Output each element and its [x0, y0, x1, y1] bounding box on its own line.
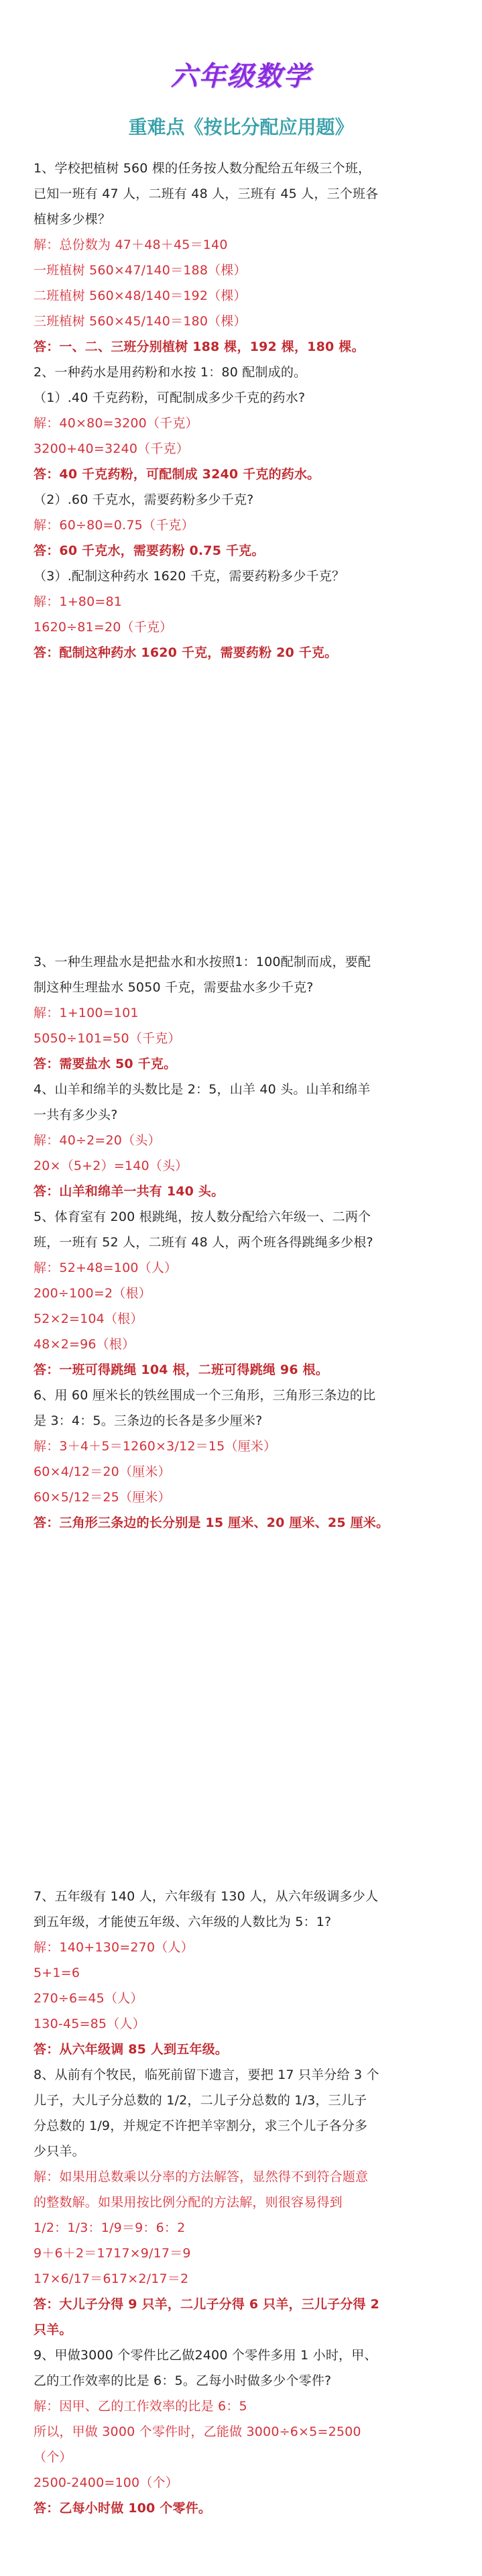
page-title: 六年级数学	[170, 61, 312, 92]
solution-line: 解：总份数为 47＋48＋45＝140	[34, 237, 228, 252]
question-line: 班，一班有 52 人，二班有 48 人，两个班各得跳绳多少根?	[34, 1235, 373, 1250]
solution-line: 二班植树 560×48/140＝192（棵）	[34, 288, 247, 303]
solution-line: 解：40÷2=20（头）	[34, 1133, 161, 1148]
question-line: 3、一种生理盐水是把盐水和水按照1：100配制而成，要配	[34, 955, 371, 969]
solution-line: 1620÷81=20（千克）	[34, 620, 173, 635]
solution-line: 解：因甲、乙的工作效率的比是 6：5	[34, 2399, 247, 2414]
solution-line: 9＋6＋2＝1717×9/17＝9	[34, 2246, 191, 2261]
solution-line: 解：3＋4＋5＝1260×3/12＝15（厘米）	[34, 1439, 277, 1454]
question-line: （1）.40 千克药粉，可配制成多少千克的药水?	[34, 390, 306, 405]
question-line: 制这种生理盐水 5050 千克，需要盐水多少千克?	[34, 980, 314, 995]
solution-line: 解：1+80=81	[34, 594, 123, 609]
page-subtitle: 重难点《按比分配应用题》	[128, 116, 354, 138]
solution-line: 60×4/12＝20（厘米）	[34, 1464, 171, 1479]
question-line: 植树多少棵？	[34, 212, 111, 227]
question-line: 分总数的 1/9，并规定不许把羊宰割分，求三个儿子各分多	[34, 2118, 368, 2133]
answer-line: 答：60 千克水，需要药粉 0.75 千克。	[34, 543, 265, 558]
solution-line: 20×（5+2）=140（头）	[34, 1159, 188, 1173]
solution-line: 1/2：1/3：1/9＝9：6：2	[34, 2220, 186, 2235]
question-line: 2、一种药水是用药粉和水按 1：80 配制成的。	[34, 365, 307, 380]
solution-line: 解：1+100=101	[34, 1006, 139, 1020]
problem-section-1	[34, 156, 456, 665]
question-line: 到五年级，才能使五年级、六年级的人数比为 5：1?	[34, 1915, 332, 1929]
question-line: 1、学校把植树 560 棵的任务按人数分配给五年级三个班，	[34, 161, 371, 176]
question-line: 儿子，大儿子分总数的 1/2，二儿子分总数的 1/3，三儿子	[34, 2093, 367, 2108]
question-line: （3）.配制这种药水 1620 千克，需要药粉多少千克？	[34, 569, 345, 584]
question-line: 少只羊。	[34, 2144, 85, 2159]
answer-line: 答：一、二、三班分别植树 188 棵，192 棵，180 棵。	[34, 339, 365, 354]
problem-section-3	[34, 1884, 456, 2521]
solution-line: 解：140+130=270（人）	[34, 1940, 194, 1955]
answer-line: 答：配制这种药水 1620 千克，需要药粉 20 千克。	[34, 645, 338, 660]
question-line: 4、山羊和绵羊的头数比是 2：5，山羊 40 头。山羊和绵羊	[34, 1082, 371, 1097]
solution-line: 5+1=6	[34, 1966, 80, 1980]
solution-line: 三班植树 560×45/140＝180（棵）	[34, 314, 247, 329]
solution-line: 的整数解。如果用按比例分配的方法解，则很容易得到	[34, 2195, 343, 2210]
answer-line: 答：山羊和绵羊一共有 140 头。	[34, 1184, 225, 1199]
question-line: 已知一班有 47 人，二班有 48 人，三班有 45 人，三个班各	[34, 186, 379, 201]
solution-line: 解：52+48=100（人）	[34, 1260, 178, 1275]
question-line: 一共有多少头?	[34, 1108, 118, 1122]
answer-line: 答：三角形三条边的长分别是 15 厘米、20 厘米、25 厘米。	[34, 1515, 389, 1530]
solution-line: 270÷6=45（人）	[34, 1991, 143, 2006]
problem-section-2	[34, 949, 456, 1536]
solution-line: 60×5/12＝25（厘米）	[34, 1490, 171, 1505]
question-line: 6、用 60 厘米长的铁丝围成一个三角形，三角形三条边的比	[34, 1388, 376, 1403]
solution-line: 2500-2400=100（个）	[34, 2475, 178, 2490]
question-line: 乙的工作效率的比是 6：5。乙每小时做多少个零件?	[34, 2373, 332, 2388]
question-line: （2）.60 千克水，需要药粉多少千克?	[34, 492, 254, 507]
answer-line: 答：从六年级调 85 人到五年级。	[34, 2042, 229, 2057]
answer-line: 答：乙每小时做 100 个零件。	[34, 2501, 212, 2516]
solution-line: 解：40×80=3200（千克）	[34, 416, 198, 431]
question-line: 是 3：4：5。三条边的长各是多少厘米?	[34, 1413, 263, 1428]
solution-line: 解：如果用总数乘以分率的方法解答，显然得不到符合题意	[34, 2169, 369, 2184]
solution-line: 5050÷101=50（千克）	[34, 1031, 181, 1046]
solution-line: 200÷100=2（根）	[34, 1286, 152, 1301]
question-line: 9、甲做3000 个零件比乙做2400 个零件多用 1 小时，甲、	[34, 2348, 377, 2363]
solution-line: 17×6/17＝617×2/17＝2	[34, 2271, 189, 2286]
solution-line: 48×2=96（根）	[34, 1337, 135, 1352]
solution-line: 3200+40=3240（千克）	[34, 441, 189, 456]
question-line: 8、从前有个牧民，临死前留下遗言，要把 17 只羊分给 3 个	[34, 2068, 379, 2082]
solution-line: 一班植树 560×47/140＝188（棵）	[34, 263, 247, 278]
question-line: 7、五年级有 140 人，六年级有 130 人，从六年级调多少人	[34, 1889, 379, 1904]
solution-line: 解：60÷80=0.75（千克）	[34, 518, 194, 533]
answer-line: 答：需要盐水 50 千克。	[34, 1057, 177, 1071]
solution-line: 52×2=104（根）	[34, 1311, 143, 1326]
answer-line: 答：大儿子分得 9 只羊，二儿子分得 6 只羊，三儿子分得 2	[34, 2297, 379, 2312]
solution-line: （个）	[34, 2450, 72, 2465]
question-line: 5、体育室有 200 根跳绳，按人数分配给六年级一、二两个	[34, 1210, 371, 1224]
answer-line: 答：40 千克药粉，可配制成 3240 千克的药水。	[34, 467, 320, 482]
answer-line: 只羊。	[34, 2322, 72, 2337]
solution-line: 所以，甲做 3000 个零件时，乙能做 3000÷6×5=2500	[34, 2424, 361, 2439]
answer-line: 答：一班可得跳绳 104 根，二班可得跳绳 96 根。	[34, 1362, 328, 1377]
solution-line: 130-45=85（人）	[34, 2017, 145, 2031]
